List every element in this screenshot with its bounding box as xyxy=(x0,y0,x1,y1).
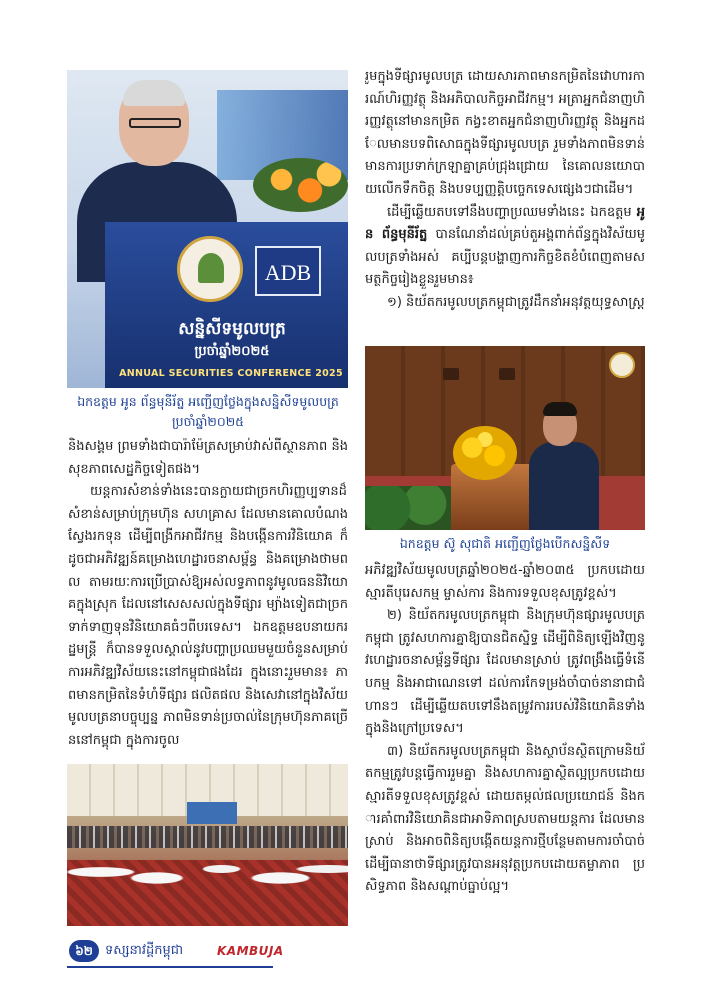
adb-logo: ADB xyxy=(255,246,321,296)
ministry-seal-icon xyxy=(177,236,243,302)
speaker-photo-lectern xyxy=(365,346,645,530)
stage-screen xyxy=(187,802,237,824)
page-number: ៦២ xyxy=(69,940,99,962)
photo1-caption: ឯកឧត្តម អូន ព័ន្ធមុនីរ័ត្ន អញ្ជើញថ្លែងក្នុងសន្និសីទមូលបត្រ ប្រចាំឆ្នាំ២០២៥ xyxy=(77,394,339,429)
conference-hall-photo xyxy=(67,764,348,926)
magazine-name-latin: KAMBUJA xyxy=(217,944,284,958)
paragraph: ១) និយ័តករមូលបត្រកម្ពុជាត្រូវដឹកនាំអនុវត្តយុទ្ធសាស្ត្រ xyxy=(387,294,645,310)
plants xyxy=(365,486,465,530)
paragraph: ដើម្បីឆ្លើយតបទៅនឹងបញ្ហាប្រឈមទាំងនេះ ឯកឧត្តម អូន ព័ន្ធមុនីរ័ត្ន បានណែនាំដល់គ្រប់តួអង្គពាក់ព័ន្ធក្នុងវិស័យមូលបត្រទាំងអស់ គប្បីបន្តបង្ហាញការកិច្ចខិតខំបំពេញតាមសមត្ថកិច្ចរៀងខ្លួនរួមមាន៖ xyxy=(365,204,645,288)
paragraph: រួមក្នុងទីផ្សារមូលបត្រ ដោយសារភាពមានកម្រិតនៃវោហារការណ៍ហិរញ្ញវត្ថុ និងអភិបាលកិច្ចអាជីវកម្ម។ អត្រាអ្នកជំនាញហិរញ្ញវត្ថុនៅមានកម្រិត កង្វះខាតអ្នកជំនាញហិរញ្ញវត្ថុ និងអ្នកដែលមានបទពិសោធក្នុងទីផ្សារមូលបត្រ រួមទាំងភាពមិនទាន់មានការប្រទាក់ក្រឡាគ្នាគ្រប់ជ្រុងជ្រោយ នៃគោលនយោបាយលើកទឹកចិត្ត និងបទប្បញ្ញត្តិបច្ចេកទេសផ្សេងៗជាដើម។ xyxy=(365,69,645,197)
speaker-hair xyxy=(543,402,577,416)
paragraph: និងសង្គម ព្រមទាំងជាបារ៉ាម៉ែត្រសម្រាប់វាស់ពីស្ថានភាព និងសុខភាពសេដ្ឋកិច្ចទៀតផង។ xyxy=(68,439,348,477)
magazine-name: ទស្សនាវដ្តីកម្ពុជា xyxy=(105,943,184,958)
flower-arrangement xyxy=(253,158,348,212)
paragraph: ៣) និយ័តករមូលបត្រកម្ពុជា និងស្ថាប័នស្ថិតក្រោមនិយ័តកម្មត្រូវបន្តធ្វើការរួមគ្នា និងសហការគ្នាស្ថិតល្អប្រកបដោយស្មារតីទទួលខុសត្រូវខ្ពស់ ដោយតម្កល់ផលប្រយោជន៍ និងការគាំពារវិនិយោគិនជាអាទិភាពស្របតាមយន្តការ ដែលមានស្រាប់ និងអាចពិនិត្យបង្កើតយន្តការថ្មីបន្ថែមតាមការចាំបាច់ ដើម្បីធានាថាទីផ្សារត្រូវបានអនុវត្តប្រកបដោយតម្លាភាព ប្រសិទ្ធភាព និងសណ្តាប់ធ្នាប់ល្អ។ xyxy=(365,743,645,895)
flower-arrangement xyxy=(453,426,517,480)
ministry-logo-icon xyxy=(609,352,635,378)
speaker-photo-podium xyxy=(67,70,348,388)
photo2-caption: ឯកឧត្តម ស៊ូ សុជាតិ អញ្ជើញថ្លែងបើកសន្និសីទ xyxy=(399,536,611,551)
paragraph: ២) និយ័តករមូលបត្រកម្ពុជា និងក្រុមហ៊ុនផ្សារមូលបត្រកម្ពុជា ត្រូវសហការគ្នាឱ្យបានជិតស្និទ្ធ ដើម្បីពិនិត្យឡើងវិញនូវហេដ្ឋារចនាសម្ព័ន្ធទីផ្សារ ដែលមានស្រាប់ ត្រូវពង្រឹងធ្វើទំនើបកម្ម និងអាជាណេនទៅ ដល់ការកែទម្រង់ចាំបាច់នានាជាជំហានៗ ដើម្បីឆ្លើយតបទៅនឹងតម្រូវការរបស់វិនិយោគិនទាំងក្នុងនិងក្រៅប្រទេស។ xyxy=(365,608,645,737)
left-column-text xyxy=(68,436,348,760)
round-tables xyxy=(67,836,348,896)
speaker-suit xyxy=(529,442,599,530)
podium-title: សន្និសីទមូលបត្រ ប្រចាំឆ្នាំ២០២៥ xyxy=(178,319,286,359)
ceiling-lamp xyxy=(499,368,515,380)
paragraph: យន្តការសំខាន់ទាំងនេះបានក្លាយជាច្រកហិរញ្ញប្បទានដ៏សំខាន់សម្រាប់ក្រុមហ៊ុន សហគ្រាស ដែលមានគោលបំណងស្វែងរកទុន ដើម្បីពង្រីកអាជីវកម្ម និងបង្កើនការវិនិយោគ ក៏ដូចជាអភិវឌ្ឍន៍គម្រោងហេដ្ឋារចនាសម្ព័ន្ធ និងគម្រោងថាមពល តាមរយៈការប្រើប្រាស់ឱ្យអស់លទ្ធភាពនូវមូលធននិវិយោគក្នុងស្រុក ដែលនៅសេសសល់ក្នុងទីផ្សារ ម្យ៉ាងទៀតជាច្រកទាក់ទាញទុនវិនិយោគធំៗពីបរទេស។ ឯកឧត្តមឧបនាយករដ្ឋមន្ត្រី ក៏បានទទួលស្គាល់នូវបញ្ហាប្រឈមមួយចំនួនសម្រាប់ការអភិវឌ្ឍវិស័យនេះនៅកម្ពុជាផងដែរ ក្នុងនោះរួមមាន៖ ភាពមានកម្រិតនៃទំហំទីផ្សារ ផលិតផល និងសេវានៅក្នុងវិស័យមូលបត្រនាបច្ចុប្បន្ន ភាពមិនទាន់ប្រចាល់នៃក្រុមហ៊ុនភាគច្រើននៅកម្ពុជា ក្នុងការចូល xyxy=(68,484,348,748)
paragraph: អភិវឌ្ឍវិស័យមូលបត្រឆ្នាំ២០២៥-ឆ្នាំ២០៣៥ ប្រកបដោយស្មារតីបុរេសកម្ម ម្ចាស់ការ និងការទទួលខុសត្រូវខ្ពស់។ xyxy=(365,563,645,601)
podium-subtitle-en: ANNUAL SECURITIES CONFERENCE 2025 xyxy=(119,368,343,379)
footer-rule xyxy=(67,966,273,968)
bold-name: អូន ព័ន្ធមុនីរ័ត្ន xyxy=(365,204,645,243)
speaker-glasses xyxy=(129,118,181,128)
ceiling-lamp xyxy=(443,368,459,380)
speaker-hair xyxy=(123,80,185,106)
right-column-text-bottom xyxy=(365,560,645,950)
right-column-text-top xyxy=(365,66,645,342)
